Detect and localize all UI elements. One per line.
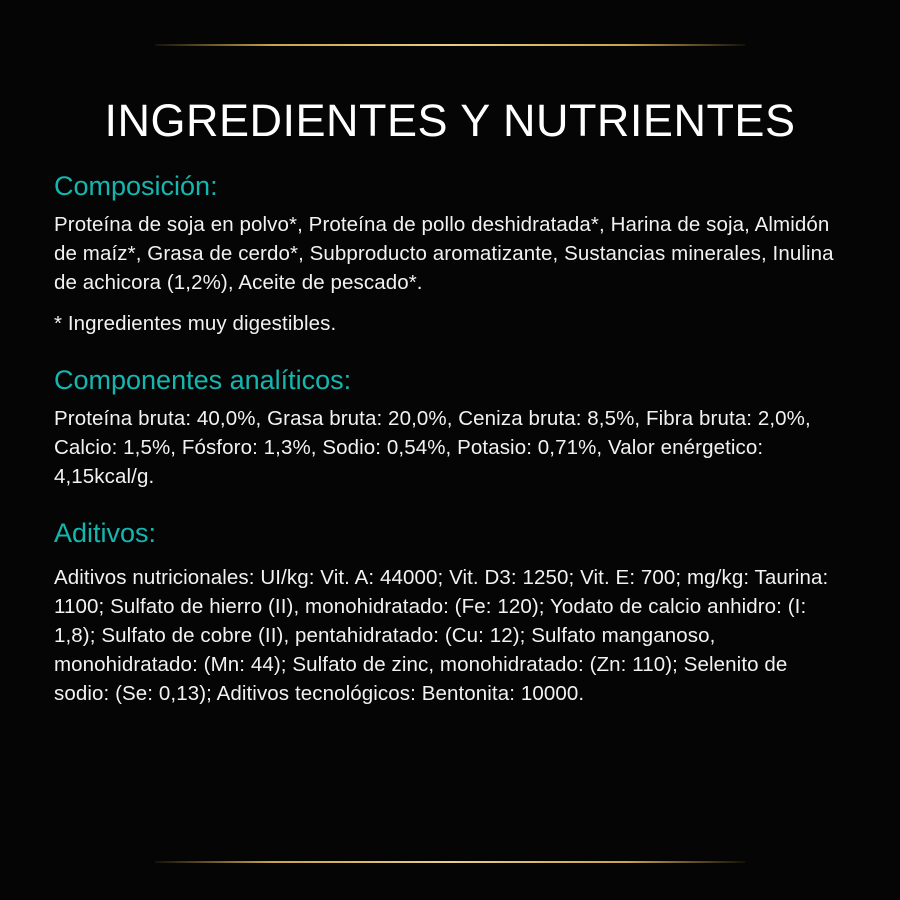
top-divider	[155, 44, 745, 46]
section-aditivos	[54, 517, 854, 708]
section-body-composicion: Proteína de soja en polvo*, Proteína de pollo deshidratada*, Harina de soja, Almidón de maíz*, Grasa de cerdo*, Subproducto aromatizante, Sustancias minerales, Inulina de achicora (1,2%), Aceite de pescado*.	[54, 212, 834, 294]
section-composicion	[54, 170, 854, 338]
section-heading-componentes: Componentes analíticos:	[54, 365, 352, 396]
section-body-aditivos: Aditivos nutricionales: UI/kg: Vit. A: 44000; Vit. D3: 1250; Vit. E: 700; mg/kg: Taurina: 1100; Sulfato de hierro (II), monohidratado: (Fe: 120); Yodato de calcio anhidro: (I: 1,8); Sulfato de cobre (II), pentahidratado: (Cu: 12); Sulfato manganoso, monohidratado: (Mn: 44); Sulfato de zinc, monohidratado: (Zn: 110); Selenito de sodio: (Se: 0,13); Aditivos tecnológicos: Bentonita: 10000.	[54, 566, 829, 706]
content-area	[54, 170, 854, 733]
section-heading-aditivos: Aditivos:	[54, 518, 157, 549]
bottom-divider	[155, 861, 745, 863]
section-componentes-analiticos	[54, 364, 854, 491]
section-heading-composicion: Composición:	[54, 171, 218, 201]
section-note-composicion: * Ingredientes muy digestibles.	[54, 312, 337, 336]
section-body-componentes: Proteína bruta: 40,0%, Grasa bruta: 20,0%, Ceniza bruta: 8,5%, Fibra bruta: 2,0%, Calcio: 1,5%, Fósforo: 1,3%, Sodio: 0,54%, Potasio: 0,71%, Valor enérgetico: 4,15kcal/g.	[54, 406, 811, 489]
page-title: INGREDIENTES Y NUTRIENTES	[104, 95, 796, 147]
